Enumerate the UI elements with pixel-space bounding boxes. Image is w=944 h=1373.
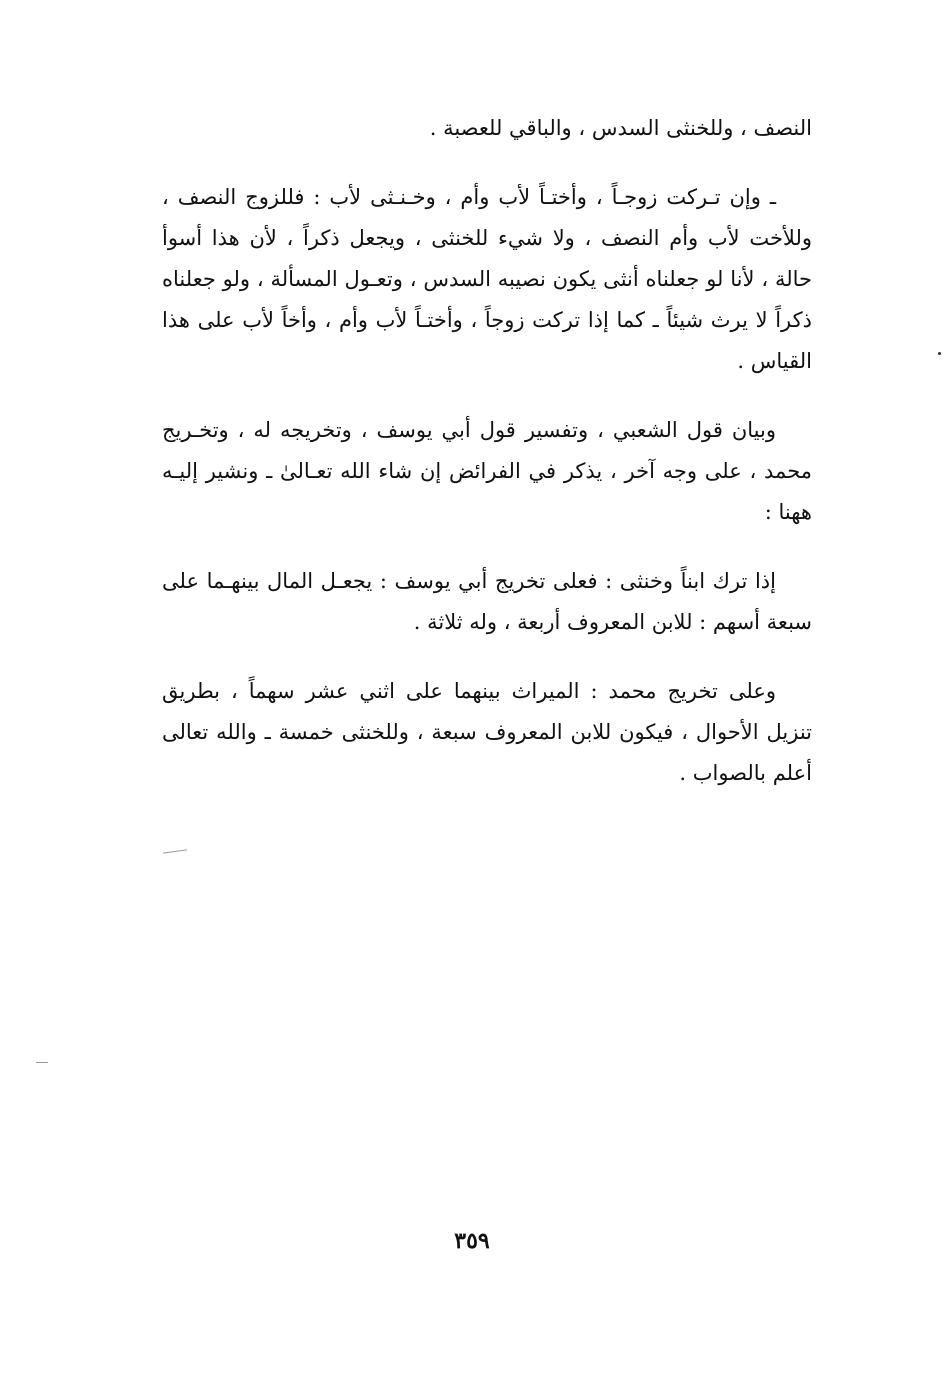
paragraph-2: ـ وإن تـركت زوجـاً ، وأختـاً لأب وأم ، وخـنـثى لأب : فللزوج النصف ، وللأخت لأب وأم النصف ، ولا شيء للخنثى ، ويجعل ذكراً ، لأن هذا أسوأ حالة ، لأنا لو جعلناه أنثى يكون نصيبه السدس ، وتعـول المسألة ، ولو جعلناه ذكراً لا يرث شيئاً ـ كما إذا تركت زوجاً ، وأختـاً لأب وأم ، وأخاً لأب على هذا القياس . xyxy=(162,185,812,373)
paragraph-1: النصف ، وللخنثى السدس ، والباقي للعصبة . xyxy=(429,116,812,140)
paragraph-5: وعلى تخريج محمد : الميراث بينهما على اثني عشر سهماً ، بطريق تنزيل الأحوال ، فيكون للابن المعروف سبعة ، وللخنثى خمسة ـ والله تعالى أعلم بالصواب . xyxy=(162,679,812,785)
page-body xyxy=(162,108,812,822)
paragraph-4: إذا ترك ابناً وخنثى : فعلى تخريج أبي يوسف : يجعـل المال بينهـما على سبعة أسهم : للابن المعروف أربعة ، وله ثلاثة . xyxy=(162,569,812,634)
page-number: ٣٥٩ xyxy=(454,1228,490,1254)
paragraph-3: وبيان قول الشعبي ، وتفسير قول أبي يوسف ، وتخريجه له ، وتخـريج محمد ، على وجه آخر ، يذكر في الفرائض إن شاء الله تعـالىٰ ـ ونشير إليـه ههنا : xyxy=(162,418,812,524)
scan-mark xyxy=(36,1062,48,1063)
scan-dot xyxy=(938,352,941,355)
scan-mark xyxy=(163,849,187,853)
